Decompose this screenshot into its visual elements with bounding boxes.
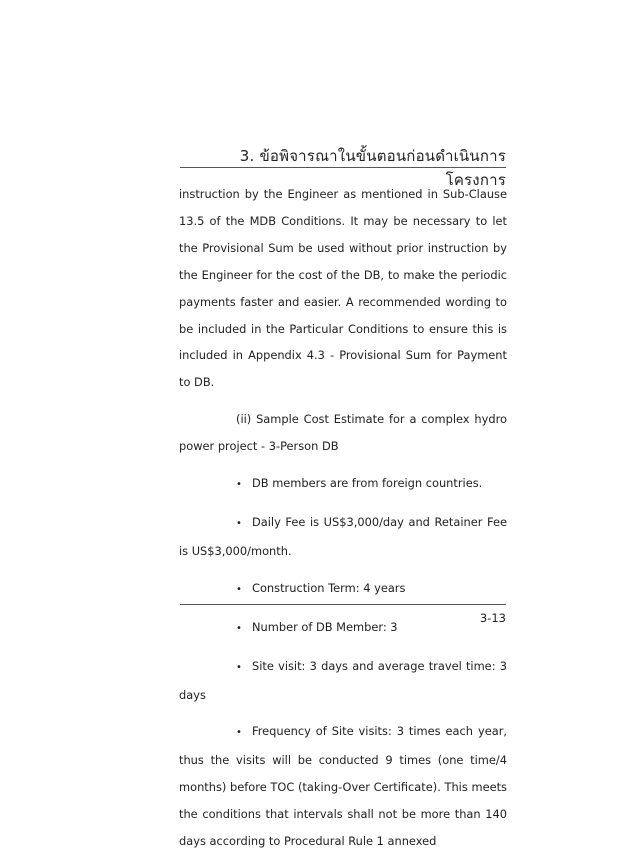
bullet-icon: • [236, 517, 242, 529]
bullet-icon: • [236, 479, 242, 491]
bullet-text: Site visit: 3 days and average travel time: 3 days [179, 658, 507, 702]
bullet-item [179, 509, 507, 565]
bullet-icon: • [236, 583, 242, 595]
header-divider [180, 167, 506, 168]
bullet-item [179, 575, 507, 604]
paragraph-provisional-sum: instruction by the Engineer as mentioned in Sub-Clause 13.5 of the MDB Conditions. It may be necessary to let the Provisional Sum be used without prior instruction by the Engineer for the cost of the DB, to make the periodic payments faster and easier. A recommended wording to be included in the Particular Conditions to ensure this is included in Appendix 4.3 - Provisional Sum for Payment to DB. [179, 187, 507, 390]
bullet-text: Daily Fee is US$3,000/day and Retainer Fee is US$3,000/month. [179, 514, 507, 558]
bullet-text: Number of DB Member: 3 [252, 619, 398, 634]
bullet-icon: • [236, 727, 242, 739]
page-number: 3-13 [479, 611, 506, 625]
bullet-item [179, 718, 507, 855]
bullet-text: DB members are from foreign countries. [252, 476, 483, 491]
bullet-item [179, 470, 507, 499]
bullet-icon: • [236, 622, 242, 634]
bullet-item [179, 653, 507, 709]
bullet-text: Frequency of Site visits: 3 times each year, thus the visits will be conducted 9 times (one time/4 months) before TOC (taking-Over Certificate). This meets the conditions that intervals shall not be more than 140 days according to Procedural Rule 1 annexed [179, 724, 507, 849]
paragraph-sample-cost-estimate: (ii) Sample Cost Estimate for a complex hydro power project - 3-Person DB [179, 412, 507, 454]
bullet-text: Construction Term: 4 years [252, 580, 406, 595]
page-header-title: 3. ข้อพิจารณาในขั้นตอนก่อนดำเนินการโครงการ [239, 147, 506, 189]
body-text [179, 181, 507, 855]
bullet-icon: • [236, 661, 242, 673]
footer-divider [180, 604, 506, 605]
